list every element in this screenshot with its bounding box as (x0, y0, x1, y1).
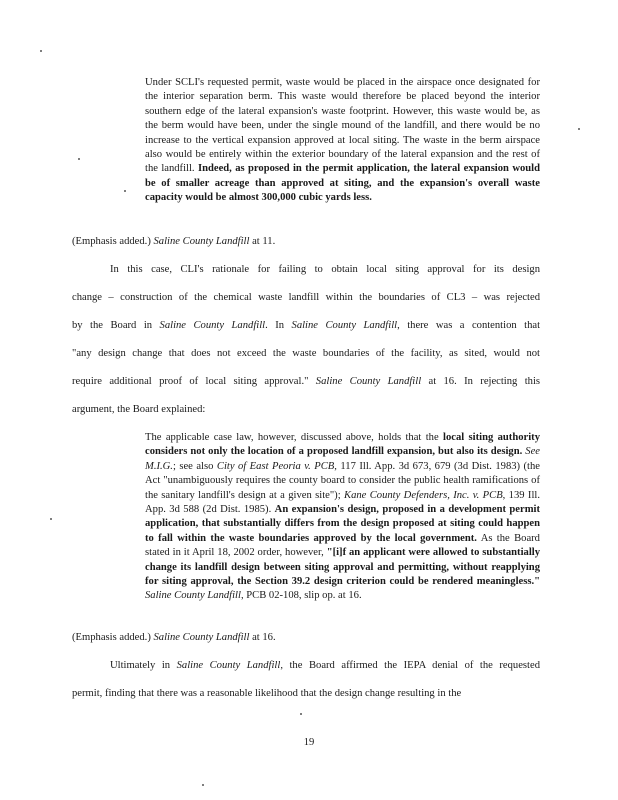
case-cite-saline: Saline County Landfill (145, 590, 241, 602)
citation-suffix: at 16. (252, 632, 276, 643)
scan-speck (202, 784, 204, 786)
para1-line-6: argument, the Board explained: (72, 404, 206, 415)
quote2-emphasis-2: An expansion's design, proposed in a development permit application, that substantially differs from the design proposed at siting could happen to fall within the waste boundaries approved by the local government. (145, 504, 540, 544)
emphasis-note-1 (72, 236, 275, 247)
scan-speck (78, 158, 80, 160)
citation-suffix: at 11. (252, 236, 276, 247)
scan-speck (300, 713, 302, 715)
quote1-emphasis: Indeed, as proposed in the permit application, the lateral expansion would be of smaller acreage than approved at siting, and the expansion's overall waste capacity would be almost 300,000 cubic yards less. (145, 163, 540, 204)
emphasis-prefix: (Emphasis added.) (72, 632, 151, 643)
case-cite-mig: See M.I.G. (145, 446, 540, 472)
case-name: Saline County Landfill (153, 632, 250, 643)
para2-line-2: permit, finding that there was a reasonable likelihood that the design change resulting in the (72, 688, 462, 699)
scan-speck (578, 128, 580, 130)
case-name: Saline County Landfill (153, 236, 250, 247)
quote2-emphasis-1: local siting authority considers not only the location of a proposed landfill expansion, but also its design. (145, 432, 540, 458)
scan-speck (124, 190, 126, 192)
para2-line-1: Ultimately in Saline County Landfill, the Board affirmed the IEPA denial of the requested (110, 660, 540, 671)
emphasis-prefix: (Emphasis added.) (72, 236, 151, 247)
quote2-emphasis-3: "[i]f an applicant were allowed to substantially change its landfill design between siting approval and permitting, without reapplying for siting approval, the Section 39.2 design criterion could be rendered meaningless." (145, 547, 540, 588)
case-cite-east-peoria: City of East Peoria v. PCB (216, 460, 335, 472)
para1-line-3: by the Board in Saline County Landfill. In Saline County Landfill, there was a contention that (72, 320, 541, 331)
emphasis-note-2 (72, 632, 276, 643)
block-quote-1 (145, 76, 540, 206)
quote2-text-1: The applicable case law, however, discussed above, holds that the (145, 432, 439, 443)
para1-line-4: "any design change that does not exceed the waste boundaries of the facility, as sited, would not (72, 348, 540, 359)
scan-speck (40, 50, 42, 52)
block-quote-2: The applicable case law, however, discussed above, holds that the local siting authority considers not only the location of a proposed landfill expansion, but also its design. See M.I.G.; see also City of East Peoria v. PCB, 117 Ill. App. 3d 673, 679 (3d Dist. 1983) (the Act "unambiguously requires the county board to consider the public health ramifications of the sanitary landfill's design at a given site"); Kane County Defenders, Inc. v. PCB, 139 Ill. App. 3d 588 (2d Dist. 1985). An expansion's design, proposed in a development permit application, that substantially differs from the design proposed at siting could happen to fall within the waste boundaries approved by the local government. As the Board stated in it April 18, 2002 order, however, "[i]f an applicant were allowed to substantially change its landfill design between siting approval and permitting, without reapplying for siting approval, the Section 39.2 design criterion could be rendered meaningless." Saline County Landfill, PCB 02-108, slip op. at 16. (145, 432, 541, 602)
scan-speck (50, 518, 52, 520)
quote1-text: Under SCLI's requested permit, waste would be placed in the airspace once designated for the interior separation berm. This waste would therefore be placed beyond the interior southern edge of the lateral expansion's waste footprint. However, this waste would be, as the berm would have been, under the single mound of the landfill, and there would be no increase to the vertical expansion approved at local siting. The waste in the berm airspace also would be entirely within the exterior boundary of the lateral expansion and the rest of the landfill. (145, 77, 540, 175)
page-number: 19 (303, 737, 315, 748)
para1-line-2: change – construction of the chemical waste landfill within the boundaries of CL3 – was rejected (72, 292, 540, 303)
case-cite-kane-county: Kane County Defenders, Inc. v. PCB (344, 489, 503, 501)
para1-line-1: In this case, CLI's rationale for failing to obtain local siting approval for its design (110, 264, 540, 275)
para1-line-5: require additional proof of local siting approval." Saline County Landfill at 16. In rejecting this (72, 376, 541, 387)
